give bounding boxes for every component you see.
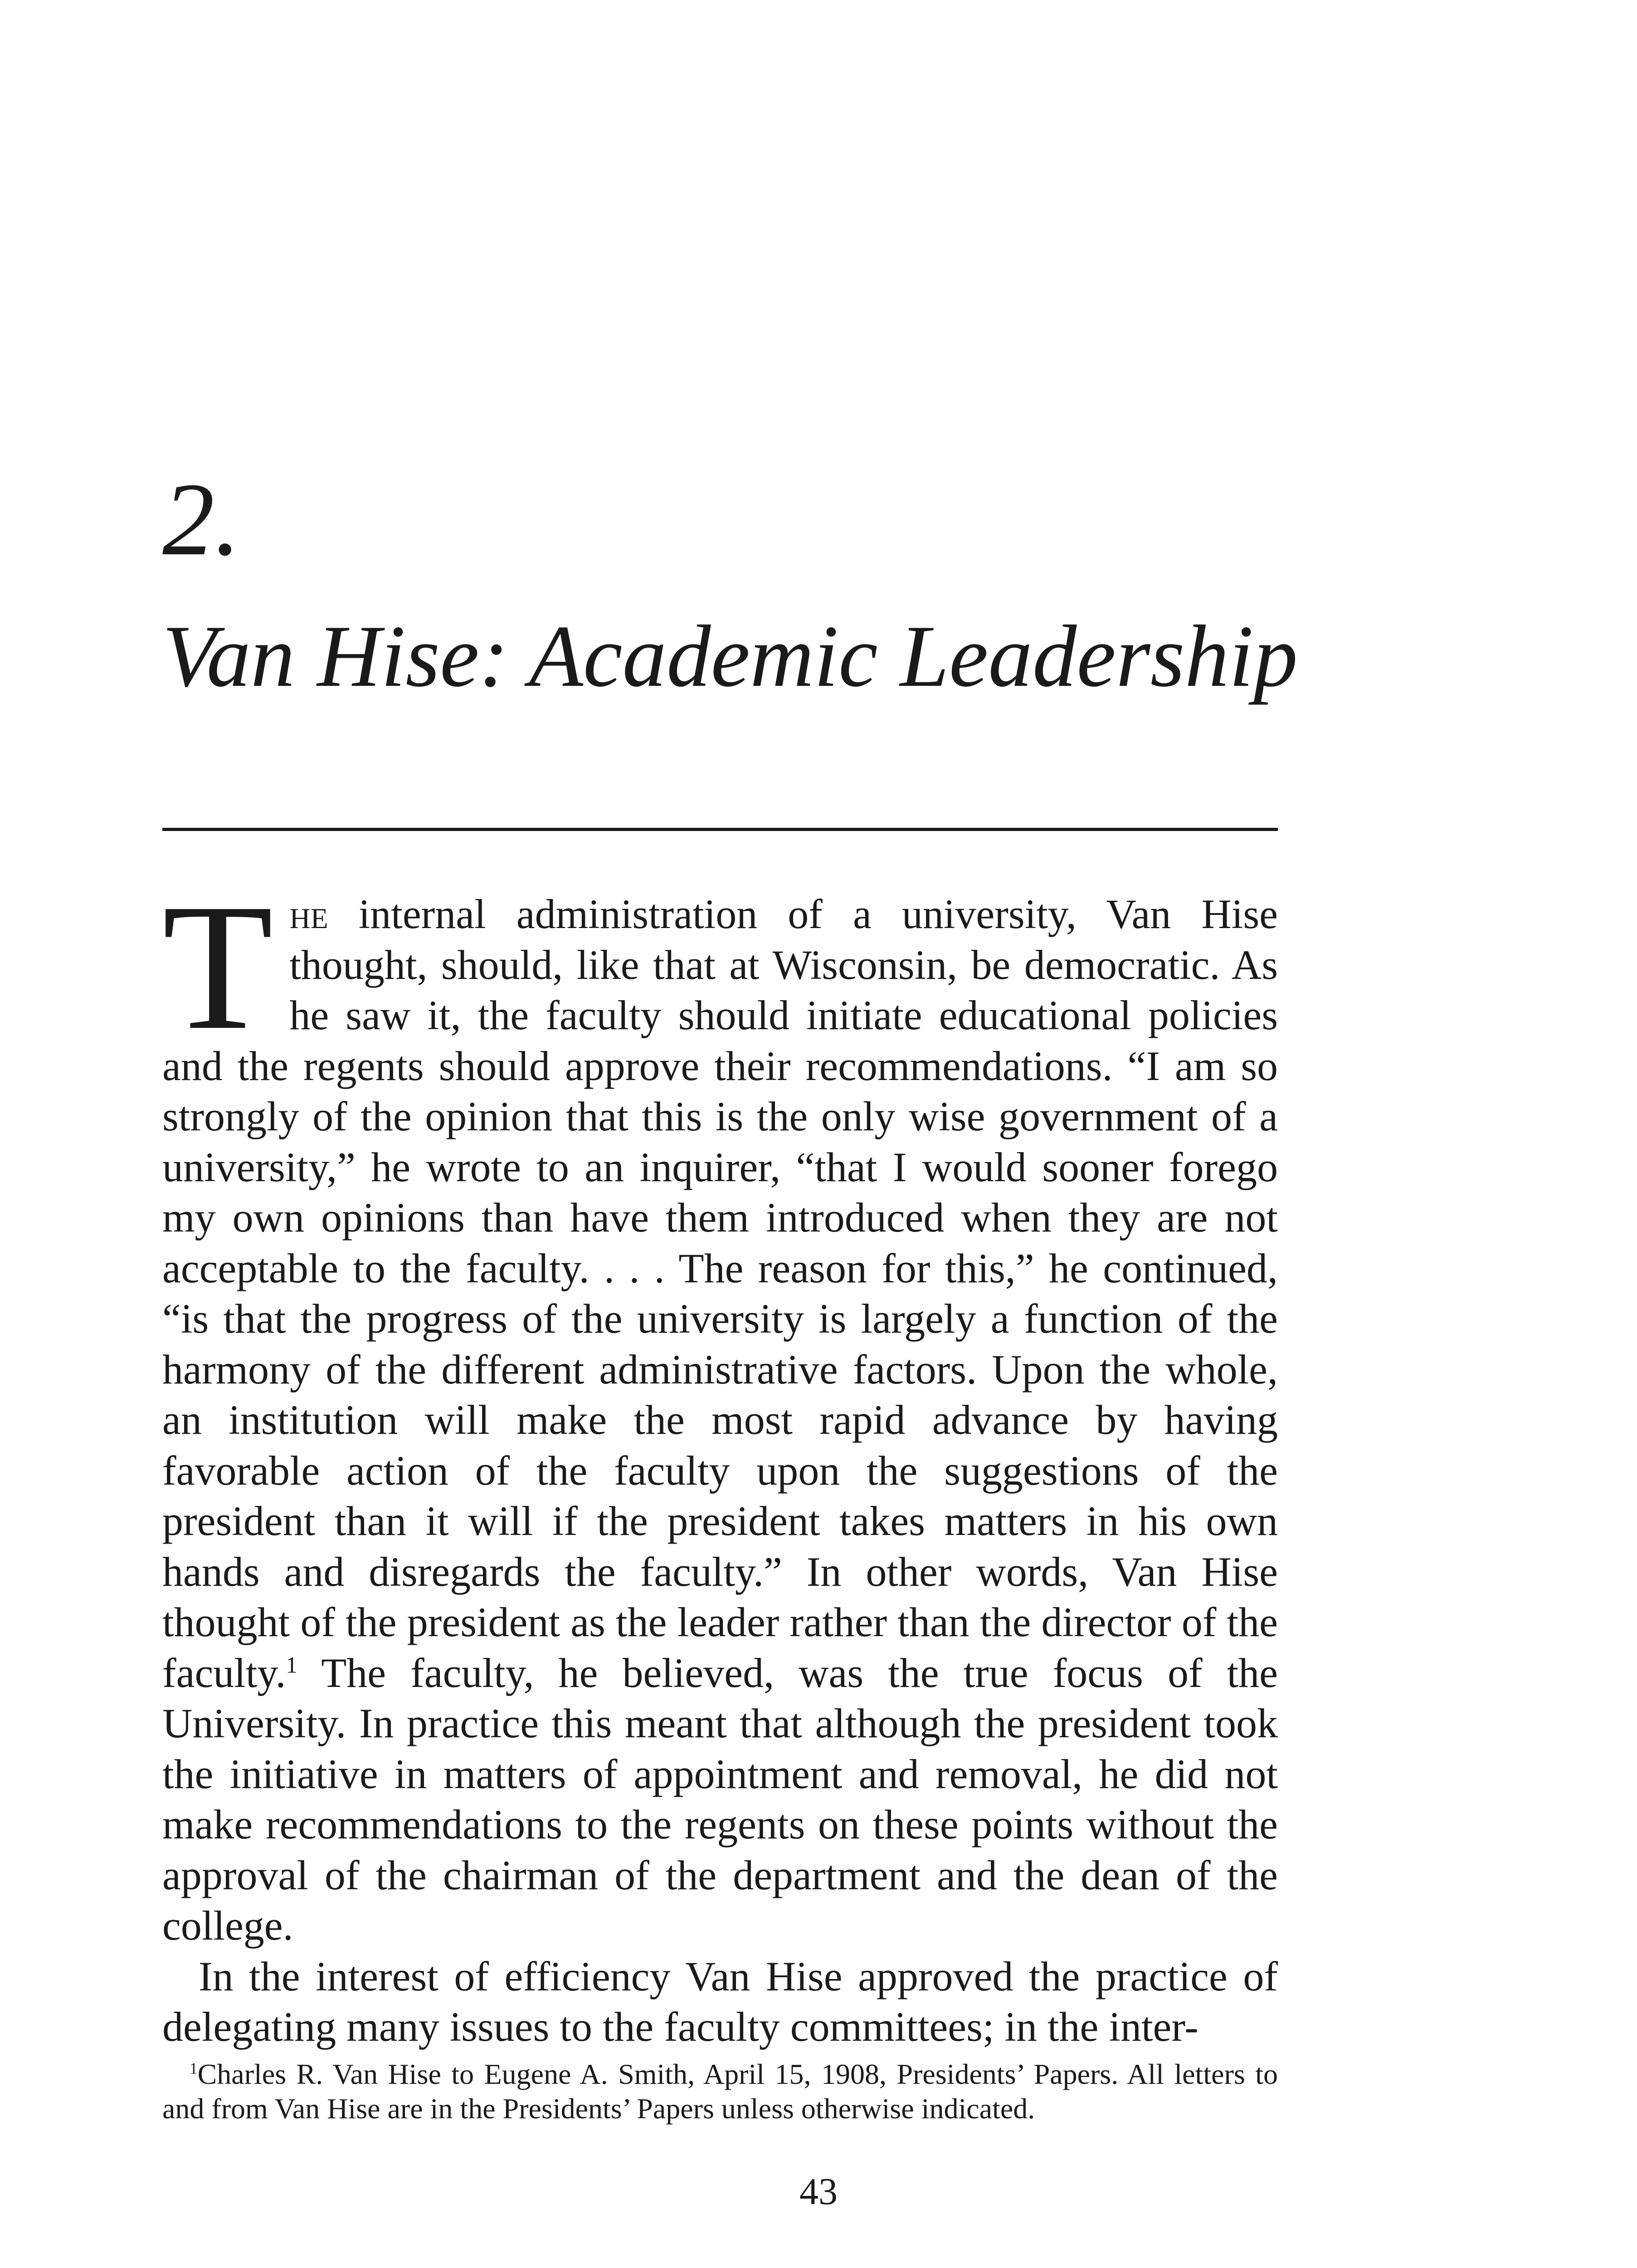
drop-cap: T: [162, 866, 273, 1067]
paragraph-1: [162, 866, 1278, 1951]
paragraph-2: In the interest of efficiency Van Hise approved the practice of delegating many issues to the faculty committees; in the inter-: [162, 1953, 1278, 2050]
footnotes: [162, 2057, 1278, 2126]
body-text: [162, 866, 1278, 2053]
opening-smallcaps: he: [289, 891, 328, 937]
paragraph-1-text-b: The faculty, he believed, was the true focus of the University. In practice this meant that although the president took the initiative in matters of appointment and removal, he did not make recommendations to the regents on these points without the approval of the chairman of the department and the dean of the college.: [162, 1649, 1278, 1949]
title-rule: [162, 828, 1278, 831]
paragraph-1-text-a: internal administration of a university, Van Hise thought, should, like that at Wisconsin, be democratic. As he saw it, the faculty should initiate educational policies and the regents should approve their recommendations. “I am so strongly of the opinion that this is the only wise government of a university,” he wrote to an inquirer, “that I would sooner forego my own opinions than have them introduced when they are not acceptable to the faculty. . . . The reason for this,” he continued, “is that the progress of the university is largely a function of the harmony of the different administrative factors. Upon the whole, an institution will make the most rapid advance by having favorable action of the faculty upon the suggestions of the president than it will if the president takes matters in his own hands and disregards the faculty.” In other words, Van Hise thought of the president as the leader rather than the director of the faculty.: [162, 891, 1278, 1696]
footnote-1: [162, 2057, 1278, 2126]
page-number: 43: [799, 2170, 838, 2213]
footnote-reference: 1: [286, 1652, 297, 1677]
chapter-number: 2.: [162, 461, 241, 577]
chapter-title: Van Hise: Academic Leadership: [162, 607, 1298, 705]
footnote-marker: 1: [190, 2059, 198, 2077]
footnote-text: Charles R. Van Hise to Eugene A. Smith, April 15, 1908, Presidents’ Papers. All letters to and from Van Hise are in the Presidents’ Papers unless otherwise indicated.: [162, 2058, 1278, 2125]
